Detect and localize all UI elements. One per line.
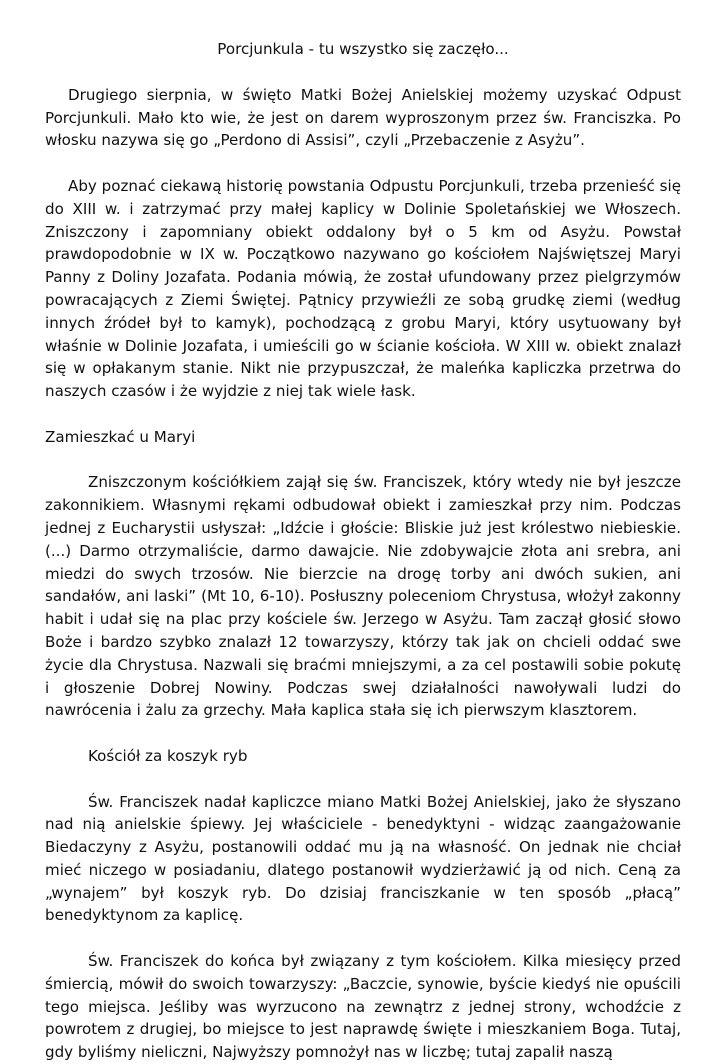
document-page <box>45 38 681 1064</box>
document-title: Porcjunkula - tu wszystko się zaczęło... <box>217 40 509 58</box>
section1-paragraph-1: Zniszczonym kościółkiem zajął się św. Franciszek, który wtedy nie był jeszcze zakonnikiem. Własnymi rękami odbudował obiekt i zamieszkał przy nim. Podczas jednej z Eucharystii usłyszał: „Idźcie i głoście: Bliskie już jest królestwo niebieskie. (...) Darmo otrzymaliście, darmo dawajcie. Nie zdobywajcie złota ani srebra, ani miedzi do swych trzosów. Nie bierzcie na drogę torby ani dwóch sukien, ani sandałów, ani laski” (Mt 10, 6-10). Posłuszny poleceniom Chrystusa, włożył zakonny habit i udał się na plac przy kościele św. Jerzego w Asyżu. Tam zaczął głosić słowo Boże i bardzo szybko znalazł 12 towarzyszy, którzy tak jak on chcieli oddać swe życie dla Chrystusa. Nazwali się braćmi mniejszymi, a za cel postawili sobie pokutę i głoszenie Dobrej Nowiny. Podczas swej działalności nawoływali ludzi do nawrócenia i żalu za grzechy. Mała kaplica stała się ich pierwszym klasztorem. <box>45 473 681 720</box>
section2-paragraph-1: Św. Franciszek nadał kapliczce miano Matki Bożej Anielskiej, jako że słyszano nad nią anielskie śpiewy. Jej właściciele - benedyktyni - widząc zaangażowanie Biedaczyny z Asyżu, postanowili oddać mu ją na własność. On jednak nie chciał mieć niczego w posiadaniu, dlatego postanowił wydzierżawić ją od nich. Ceną za „wynajem” był koszyk ryb. Do dzisiaj franciszkanie w ten sposób „płacą” benedyktynom za kaplicę. <box>45 792 681 925</box>
section-heading-kosciol: Kościół za koszyk ryb <box>88 746 248 765</box>
section2-paragraph-2: Św. Franciszek do końca był związany z tym kościołem. Kilka miesięcy przed śmiercią, mówił do swoich towarzyszy: „Baczcie, synowie, byście kiedyś nie opuścili tego miejsca. Jeśliby was wyrzucono na zewnątrz z jednej strony, wchodźcie z powrotem z drugiej, bo miejsce to jest naprawdę święte i mieszkaniem Boga. Tutaj, gdy byliśmy nieliczni, Najwyższy pomnożył nas w liczbę; tutaj zapalił naszą <box>45 952 681 1062</box>
paragraph-spacer <box>45 449 681 472</box>
section-heading-zamieszkac: Zamieszkać u Maryi <box>45 427 196 446</box>
intro-paragraph-2: Aby poznać ciekawą historię powstania Odpustu Porcjunkuli, trzeba przenieść się do XIII w. i zatrzymać przy małej kaplicy w Dolinie Spoletańskiej we Włoszech. Zniszczony i zapomniany obiekt oddalony był o 5 km od Asyżu. Powstał prawdopodobnie w IX w. Początkowo nazywano go kościołem Najświętszej Maryi Panny z Doliny Jozafata. Podania mówią, że został ufundowany przez pielgrzymów powracających z Ziemi Świętej. Pątnicy przywieźli ze sobą grudkę ziemi (według innych źródeł był to kamyk), pochodzącą z grobu Maryi, który usytuowany był właśnie w Dolinie Jozafata, i umieścili go w ścianie kościoła. W XIII w. obiekt znalazł się w opłakanym stanie. Nikt nie przypuszczał, że maleńka kapliczka przetrwa do naszych czasów i że wyjdzie z niej tak wiele łask. <box>45 176 681 401</box>
intro-paragraph-1: Drugiego sierpnia, w święto Matki Bożej Anielskiej możemy uzyskać Odpust Porcjunkuli. Mało kto wie, że jest on darem wyproszonym przez św. Franciszka. Po włosku nazywa się go „Perdono di Assisi”, czyli „Przebaczenie z Asyżu”. <box>45 85 681 150</box>
paragraph-spacer <box>45 403 681 426</box>
paragraph-spacer <box>45 152 681 175</box>
paragraph-spacer <box>45 768 681 791</box>
paragraph-spacer <box>45 927 681 950</box>
paragraph-spacer <box>45 722 681 745</box>
